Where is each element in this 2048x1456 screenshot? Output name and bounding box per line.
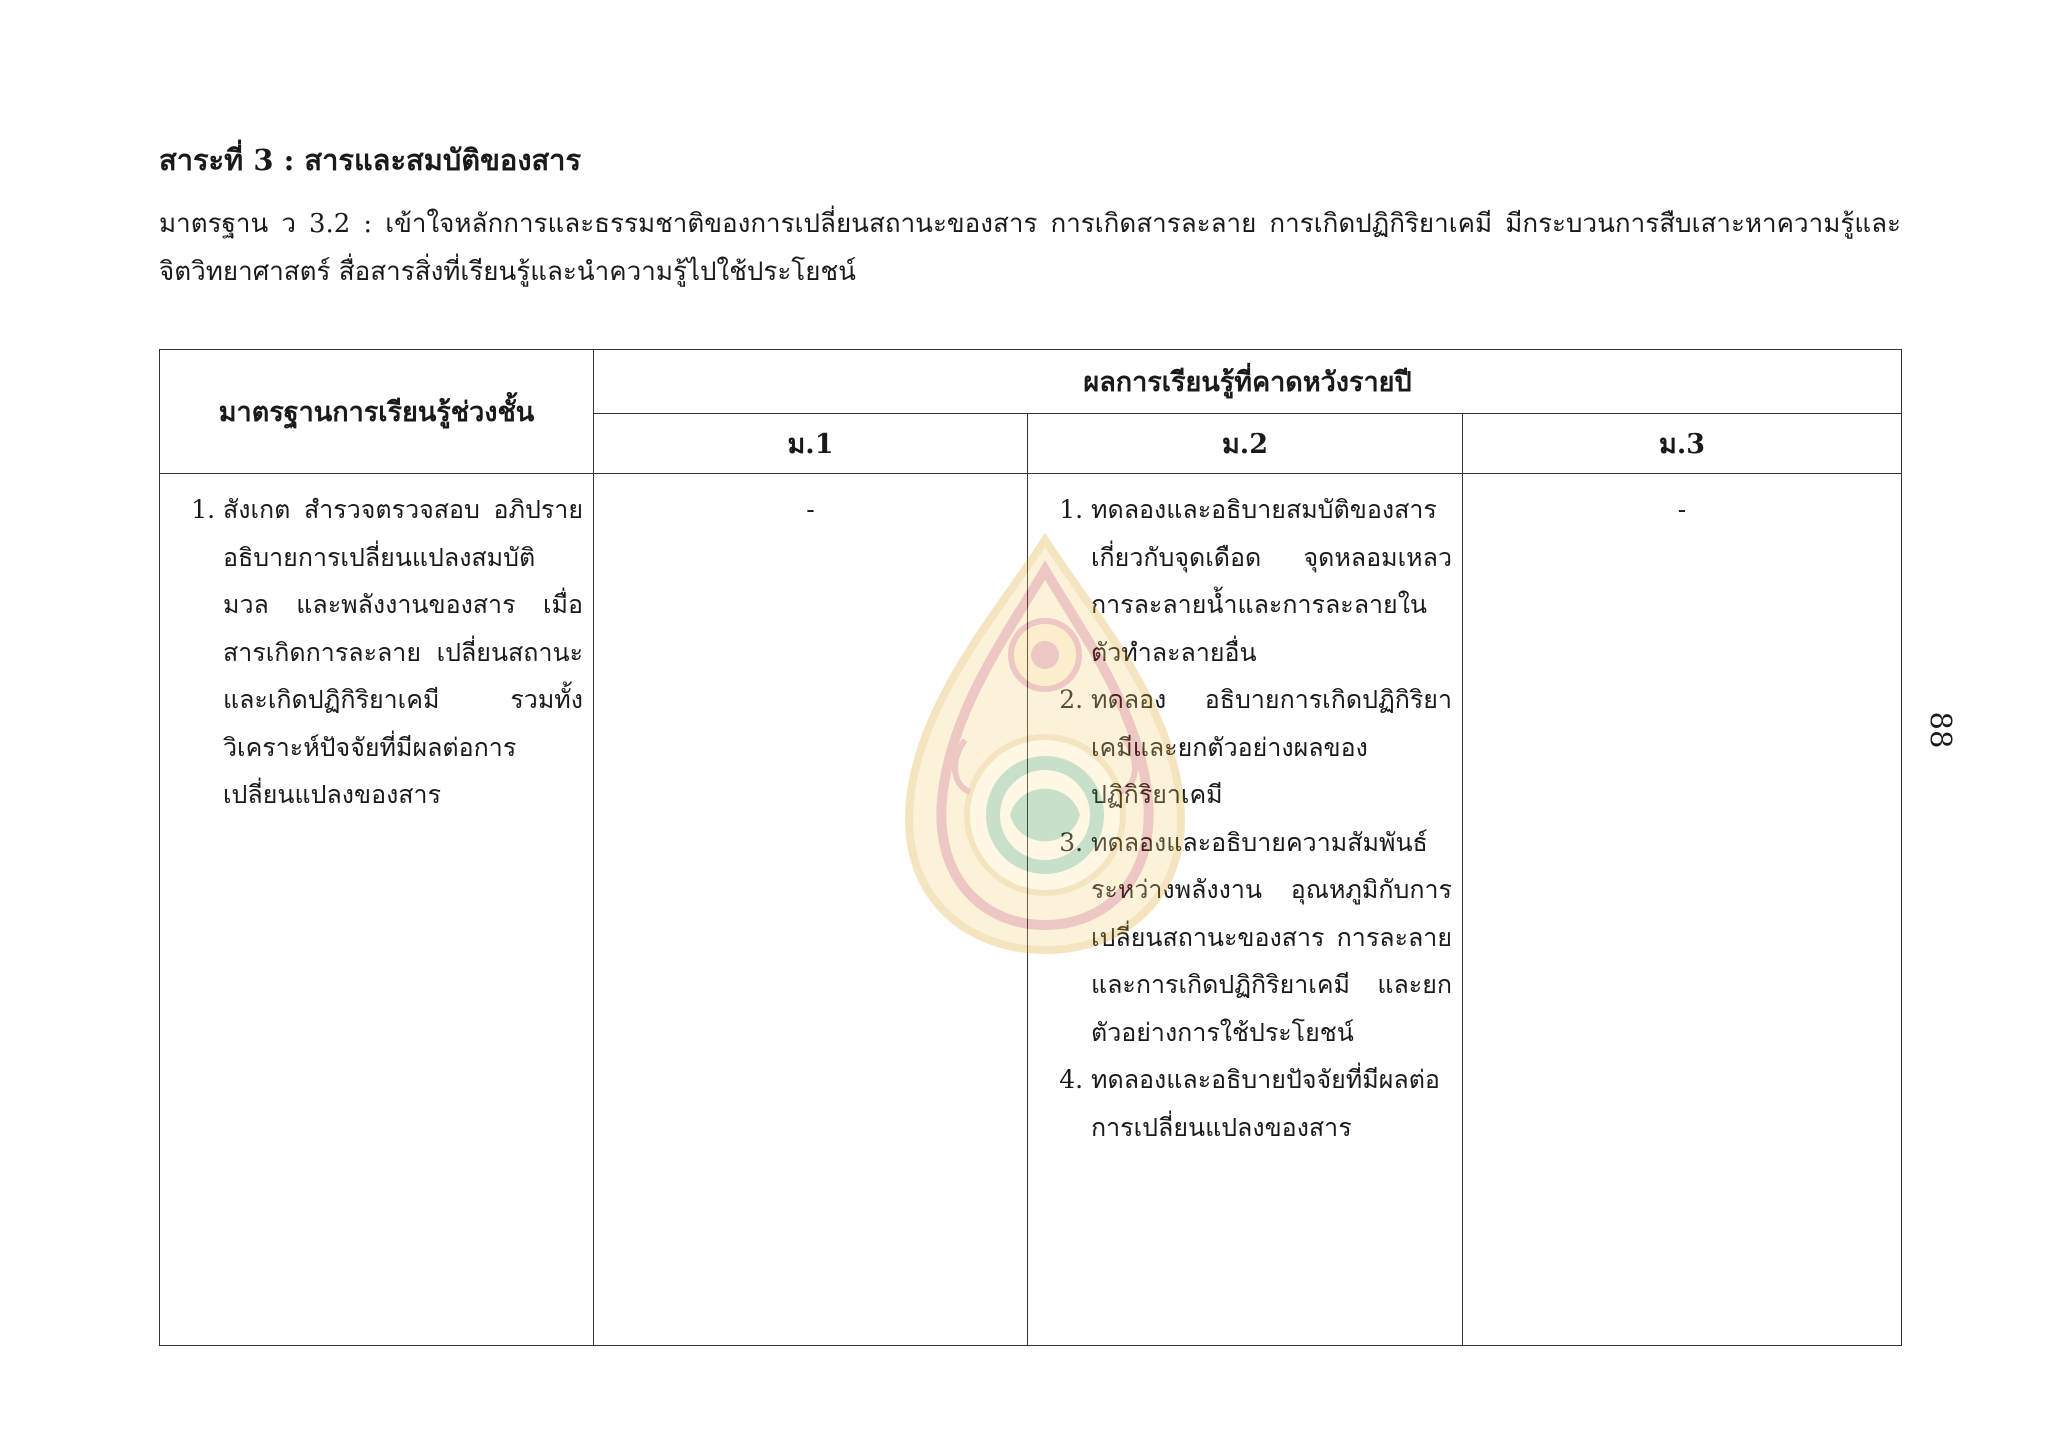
header-standards: มาตรฐานการเรียนรู้ช่วงชั้น [160, 350, 594, 474]
page-number: 88 [1924, 711, 1958, 749]
header-outcomes: ผลการเรียนรู้ที่คาดหวังรายปี [594, 350, 1902, 414]
m2-list [1028, 474, 1462, 1151]
page-heading: สาระที่ 3 : สารและสมบัติของสาร [159, 143, 582, 177]
standards-list [160, 474, 593, 819]
header-grade-m2: ม.2 [1028, 414, 1463, 474]
m2-item: 3. ทดลองและอธิบายความสัมพันธ์ระหว่างพลังงาน อุณหภูมิกับการเปลี่ยนสถานะของสาร การละลายและการเกิดปฏิกิริยาเคมี และยกตัวอย่างการใช้ประโยชน์ [1091, 819, 1452, 1057]
m3-cell [1463, 474, 1902, 1346]
m2-item: 2. ทดลอง อธิบายการเกิดปฏิกิริยาเคมีและยกตัวอย่างผลของปฏิกิริยาเคมี [1091, 676, 1452, 819]
m3-value: - [1677, 495, 1687, 524]
standard-description: มาตรฐาน ว 3.2 : เข้าใจหลักการและธรรมชาติของการเปลี่ยนสถานะของสาร การเกิดสารละลาย การเกิดปฏิกิริยาเคมี มีกระบวนการสืบเสาะหาความรู้และจิตวิทยาศาสตร์ สื่อสารสิ่งที่เรียนรู้และนำความรู้ไปใช้ประโยชน์ [159, 209, 1901, 287]
m2-item: 4. ทดลองและอธิบายปัจจัยที่มีผลต่อการเปลี่ยนแปลงของสาร [1091, 1056, 1452, 1151]
m1-cell [594, 474, 1028, 1346]
standards-cell [160, 474, 594, 1346]
m2-item: 1. ทดลองและอธิบายสมบัติของสารเกี่ยวกับจุดเดือด จุดหลอมเหลว การละลายน้ำและการละลายในตัวทำละลายอื่น [1091, 486, 1452, 676]
m1-value: - [806, 495, 815, 524]
m2-cell [1028, 474, 1463, 1346]
standards-item: 1. สังเกต สำรวจตรวจสอบ อภิปราย อธิบายการเปลี่ยนแปลงสมบัติ มวล และพลังงานของสาร เมื่อสารเกิดการละลาย เปลี่ยนสถานะ และเกิดปฏิกิริยาเคมี รวมทั้งวิเคราะห์ปัจจัยที่มีผลต่อการเปลี่ยนแปลงของสาร [223, 486, 583, 819]
curriculum-table [159, 349, 1902, 1346]
header-grade-m1: ม.1 [594, 414, 1028, 474]
header-grade-m3: ม.3 [1463, 414, 1902, 474]
